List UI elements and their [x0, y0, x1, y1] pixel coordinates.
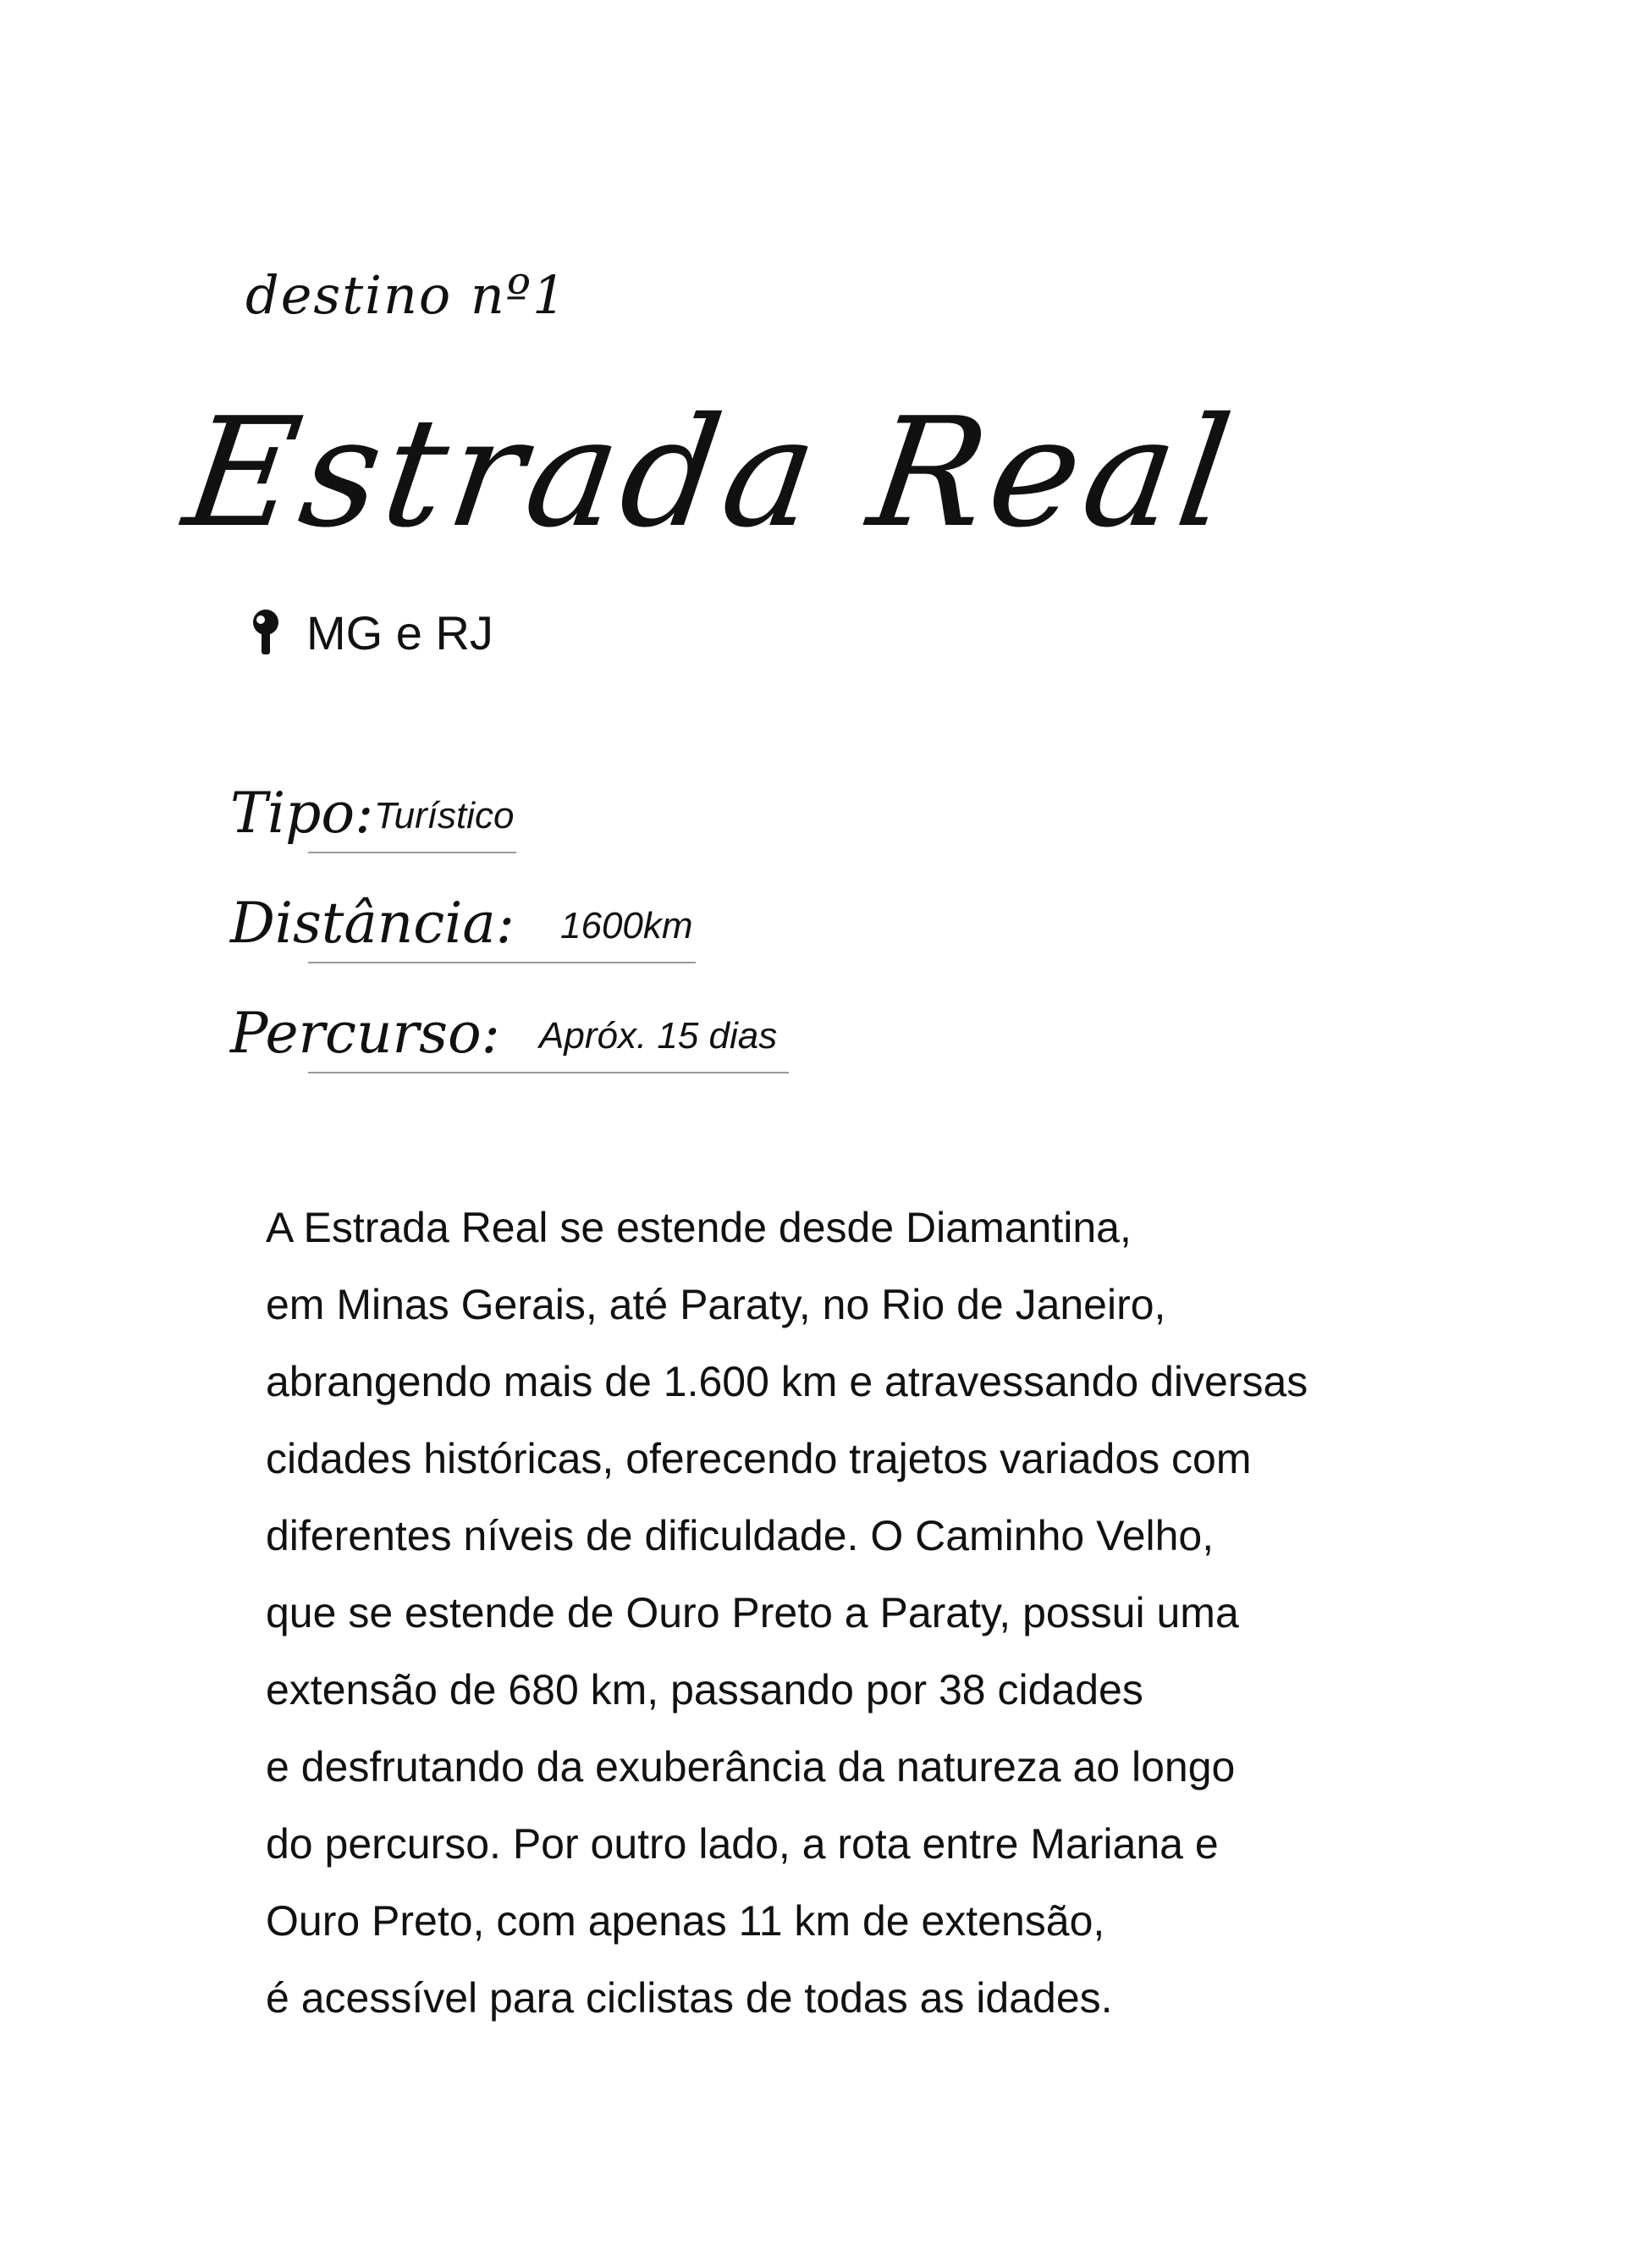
description-line: em Minas Gerais, até Paraty, no Rio de Janeiro, — [266, 1281, 1166, 1328]
destination-number: destino nº1 — [245, 264, 568, 326]
description-line: e desfrutando da exuberância da natureza ao longo — [266, 1743, 1236, 1791]
spec-value-tipo: Turístico — [374, 795, 515, 836]
description-line: Ouro Preto, com apenas 11 km de extensão, — [266, 1897, 1105, 1945]
description-line: do percurso. Por outro lado, a rota entre Mariana e — [266, 1820, 1219, 1868]
description-line: que se estende de Ouro Preto a Paraty, possui uma — [266, 1589, 1239, 1636]
spec-label-percurso: Percurso: — [230, 1001, 500, 1066]
description-paragraph — [266, 1189, 1451, 2037]
description-line: é acessível para ciclistas de todas as idades. — [266, 1974, 1113, 2022]
spec-underline — [308, 1072, 789, 1073]
spec-underline — [308, 852, 516, 853]
spec-row-distancia — [230, 879, 704, 963]
location-line — [249, 603, 493, 662]
spec-row-tipo — [230, 769, 569, 853]
description-line: extensão de 680 km, passando por 38 cidades — [266, 1666, 1143, 1713]
spec-label-tipo: Tipo: — [230, 781, 374, 846]
spec-value-percurso: Apróx. 15 dias — [539, 1015, 778, 1057]
description-line: A Estrada Real se estende desde Diamantina, — [266, 1204, 1132, 1251]
spec-value-distancia: 1600km — [560, 905, 693, 946]
description-line: abrangendo mais de 1.600 km e atravessando diversas — [266, 1358, 1308, 1405]
spec-underline — [308, 962, 696, 963]
page-title: Estrada Real — [175, 385, 1246, 560]
map-pin-icon — [249, 607, 283, 658]
location-text: MG e RJ — [306, 605, 493, 659]
spec-label-distancia: Distância: — [230, 891, 515, 956]
description-line: diferentes níveis de dificuldade. O Caminho Velho, — [266, 1512, 1215, 1559]
spec-row-percurso — [230, 989, 823, 1073]
description-line: cidades históricas, oferecendo trajetos variados com — [266, 1435, 1252, 1482]
